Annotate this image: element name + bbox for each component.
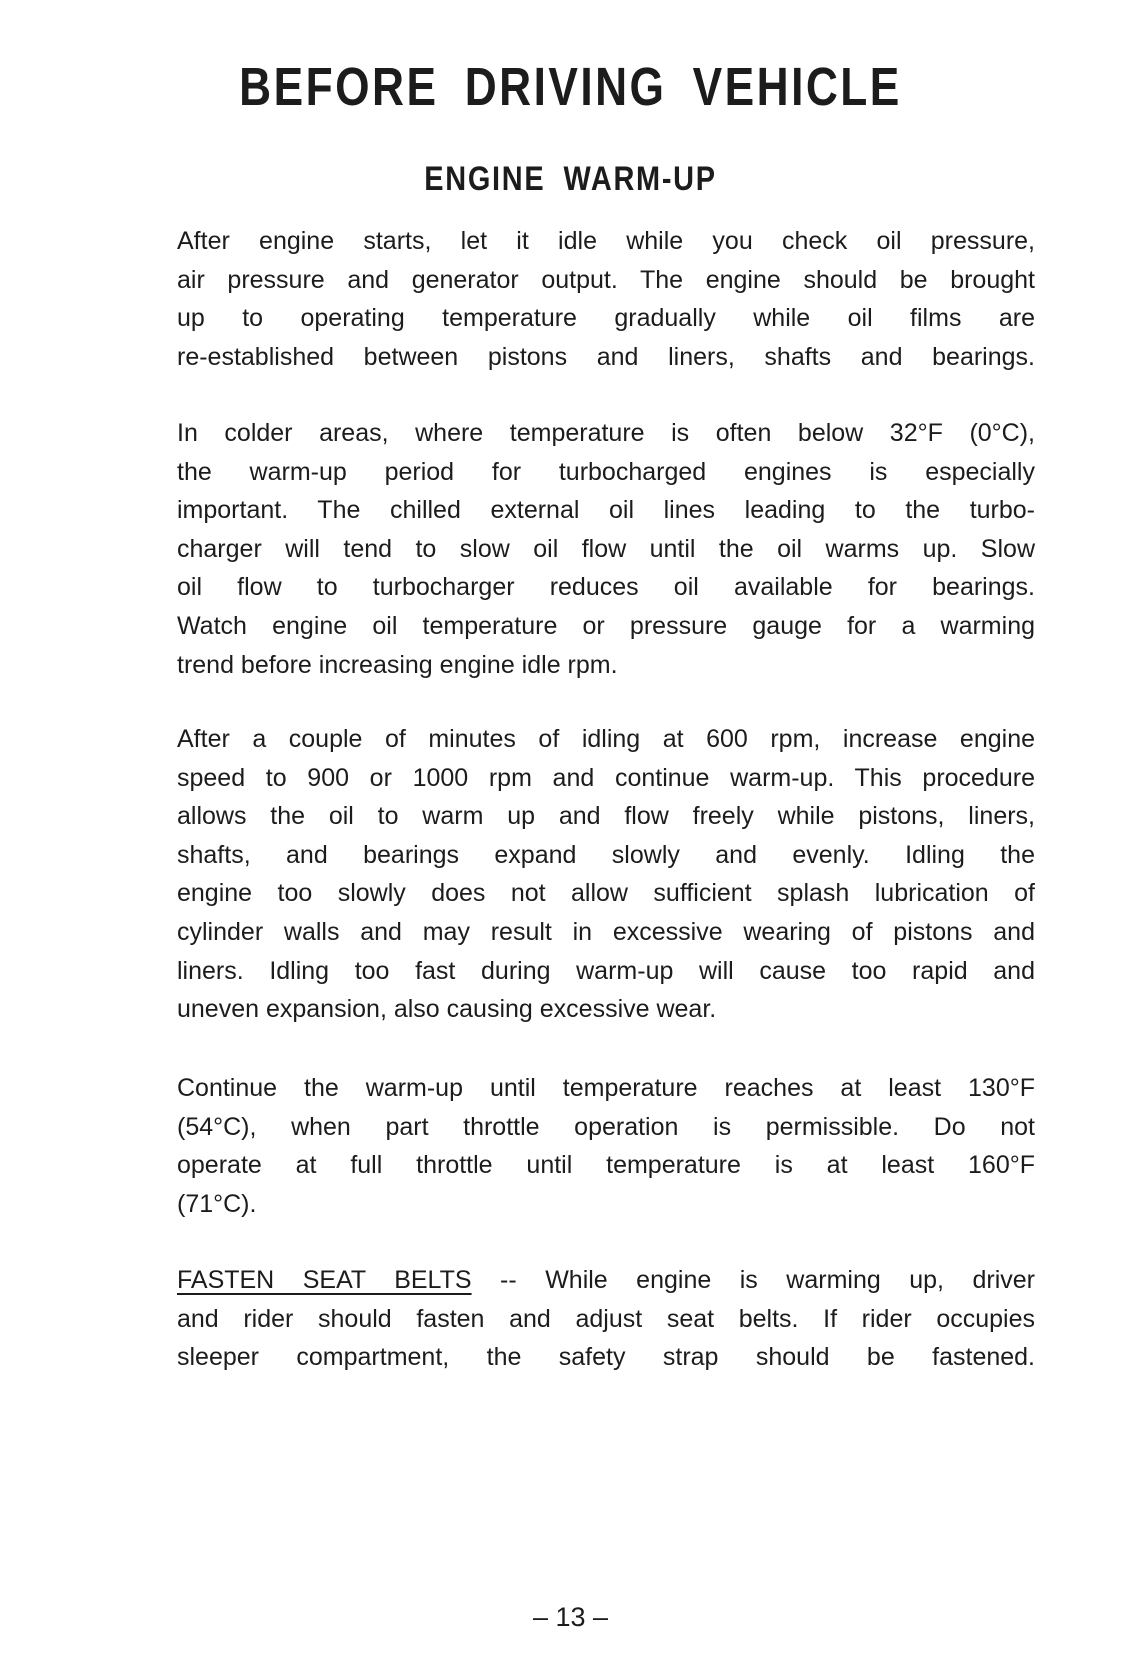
paragraph-idle-check <box>177 222 1035 376</box>
text-line: Continue the warm-up until temperature reaches at least 130°F <box>177 1074 1035 1102</box>
text-line: (54°C), when part throttle operation is permissible. Do not <box>177 1112 1035 1141</box>
text-line: trend before increasing engine idle rpm. <box>177 650 618 679</box>
text-line: operate at full throttle until temperature is at least 160°F <box>177 1151 1035 1180</box>
text-line: After engine starts, let it idle while you check oil pressure, <box>177 227 1035 255</box>
text-line: charger will tend to slow oil flow until the oil warms up. Slow <box>177 534 1035 563</box>
text-line: air pressure and generator output. The engine should be brought <box>177 265 1035 294</box>
page-title: BEFORE DRIVING VEHICLE <box>239 57 902 117</box>
text-line: sleeper compartment, the safety strap should be fastened. <box>177 1343 1035 1372</box>
paragraph-seat-belts <box>177 1261 1035 1377</box>
text-line: Watch engine oil temperature or pressure gauge for a warming <box>177 611 1035 640</box>
paragraph-cold-areas <box>177 414 1035 684</box>
paragraph-temperature <box>177 1069 1035 1223</box>
text-line: oil flow to turbocharger reduces oil available for bearings. <box>177 573 1035 602</box>
page-number: – 13 – <box>532 1602 609 1632</box>
text-line: shafts, and bearings expand slowly and evenly. Idling the <box>177 840 1035 869</box>
text-line: the warm-up period for turbocharged engines is especially <box>177 457 1035 486</box>
text-line: liners. Idling too fast during warm-up will cause too rapid and <box>177 956 1035 985</box>
text-line: cylinder walls and may result in excessive wearing of pistons and <box>177 917 1035 946</box>
text-line <box>177 1261 1035 1300</box>
text-line: engine too slowly does not allow sufficient splash lubrication of <box>177 879 1035 908</box>
text-line: uneven expansion, also causing excessive wear. <box>177 995 717 1024</box>
text-line: In colder areas, where temperature is often below 32°F (0°C), <box>177 419 1035 447</box>
seat-belts-text: -- While engine is warming up, driver <box>471 1266 1036 1294</box>
text-line: (71°C). <box>177 1189 257 1218</box>
section-heading: ENGINE WARM-UP <box>424 160 717 198</box>
seat-belts-heading: FASTEN SEAT BELTS <box>177 1266 472 1294</box>
text-line: important. The chilled external oil lines leading to the turbo- <box>177 496 1035 525</box>
text-line: After a couple of minutes of idling at 600 rpm, increase engine <box>177 725 1035 753</box>
text-line: allows the oil to warm up and flow freely while pistons, liners, <box>177 802 1035 831</box>
text-line: re-established between pistons and liners, shafts and bearings. <box>177 342 1035 371</box>
text-line: and rider should fasten and adjust seat belts. If rider occupies <box>177 1304 1035 1333</box>
paragraph-rpm-warmup <box>177 720 1035 1029</box>
text-line: up to operating temperature gradually while oil films are <box>177 304 1035 333</box>
text-line: speed to 900 or 1000 rpm and continue warm-up. This procedure <box>177 763 1035 792</box>
